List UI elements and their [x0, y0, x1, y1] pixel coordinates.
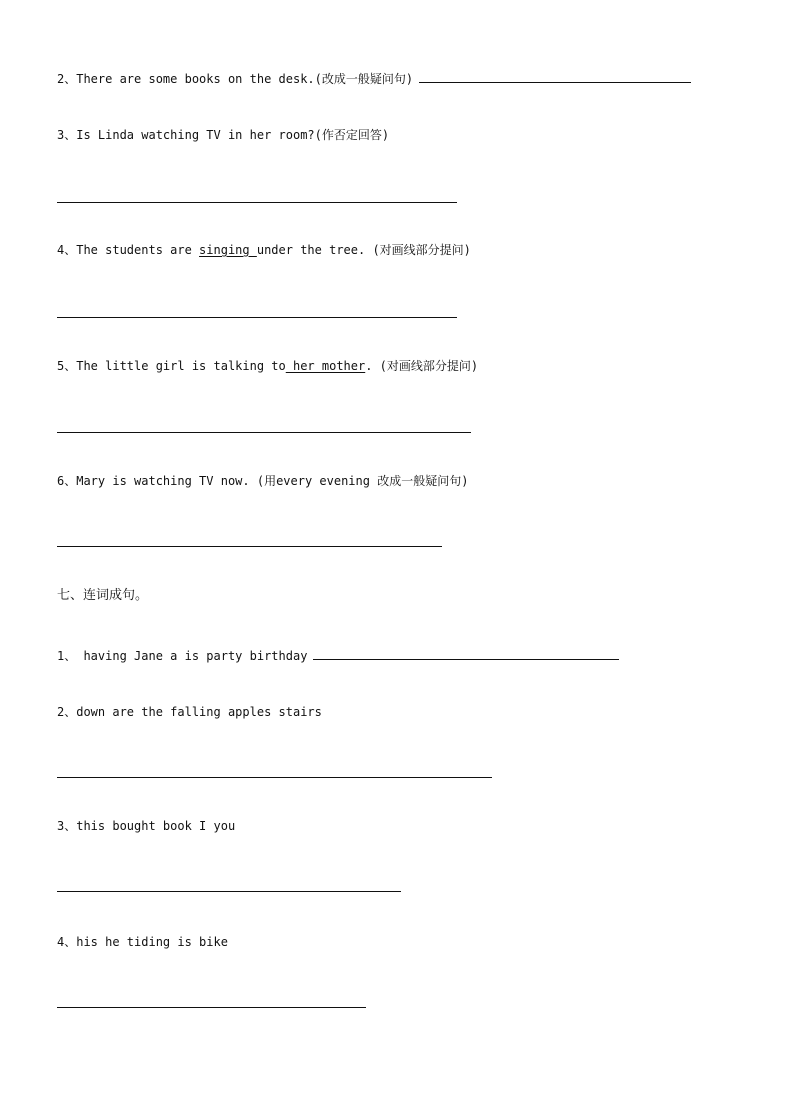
question-text: 1、 having Jane a is party birthday — [57, 649, 308, 663]
underlined-part: singing — [199, 243, 257, 257]
question-text: 2、down are the falling apples stairs — [57, 705, 322, 719]
question-text: 3、this bought book I you — [57, 819, 236, 833]
answer-line-7-2[interactable] — [57, 777, 492, 778]
question-6-4 — [57, 242, 471, 258]
answer-line-7-3[interactable] — [57, 891, 401, 892]
section-7-heading: 七、连词成句。 — [57, 588, 149, 603]
question-text-after: under the tree. (对画线部分提问) — [256, 243, 471, 257]
answer-line-7-4[interactable] — [57, 1007, 366, 1008]
underlined-part: her mother — [285, 359, 366, 373]
answer-line-6-3[interactable] — [57, 202, 457, 203]
question-7-1 — [57, 647, 619, 664]
question-7-3 — [57, 818, 235, 834]
answer-line-6-5[interactable] — [57, 432, 471, 433]
question-text: 6、Mary is watching TV now. (用every evening 改成一般疑问句) — [57, 474, 469, 488]
question-text: 2、There are some books on the desk.(改成一般疑问句) — [57, 72, 414, 86]
question-6-2 — [57, 70, 691, 87]
question-7-2 — [57, 704, 322, 720]
question-7-4 — [57, 934, 228, 950]
question-text-before: 5、The little girl is talking to — [57, 359, 286, 373]
answer-line-6-4[interactable] — [57, 317, 457, 318]
answer-blank[interactable] — [419, 70, 691, 83]
question-text: 4、his he tiding is bike — [57, 935, 228, 949]
question-6-6 — [57, 473, 468, 489]
question-text-before: 4、The students are — [57, 243, 200, 257]
answer-blank[interactable] — [313, 647, 619, 660]
question-6-5 — [57, 358, 478, 374]
question-text: 3、Is Linda watching TV in her room?(作否定回答) — [57, 128, 390, 142]
question-6-3 — [57, 127, 389, 143]
question-text-after: . (对画线部分提问) — [365, 359, 479, 373]
answer-line-6-6[interactable] — [57, 546, 442, 547]
